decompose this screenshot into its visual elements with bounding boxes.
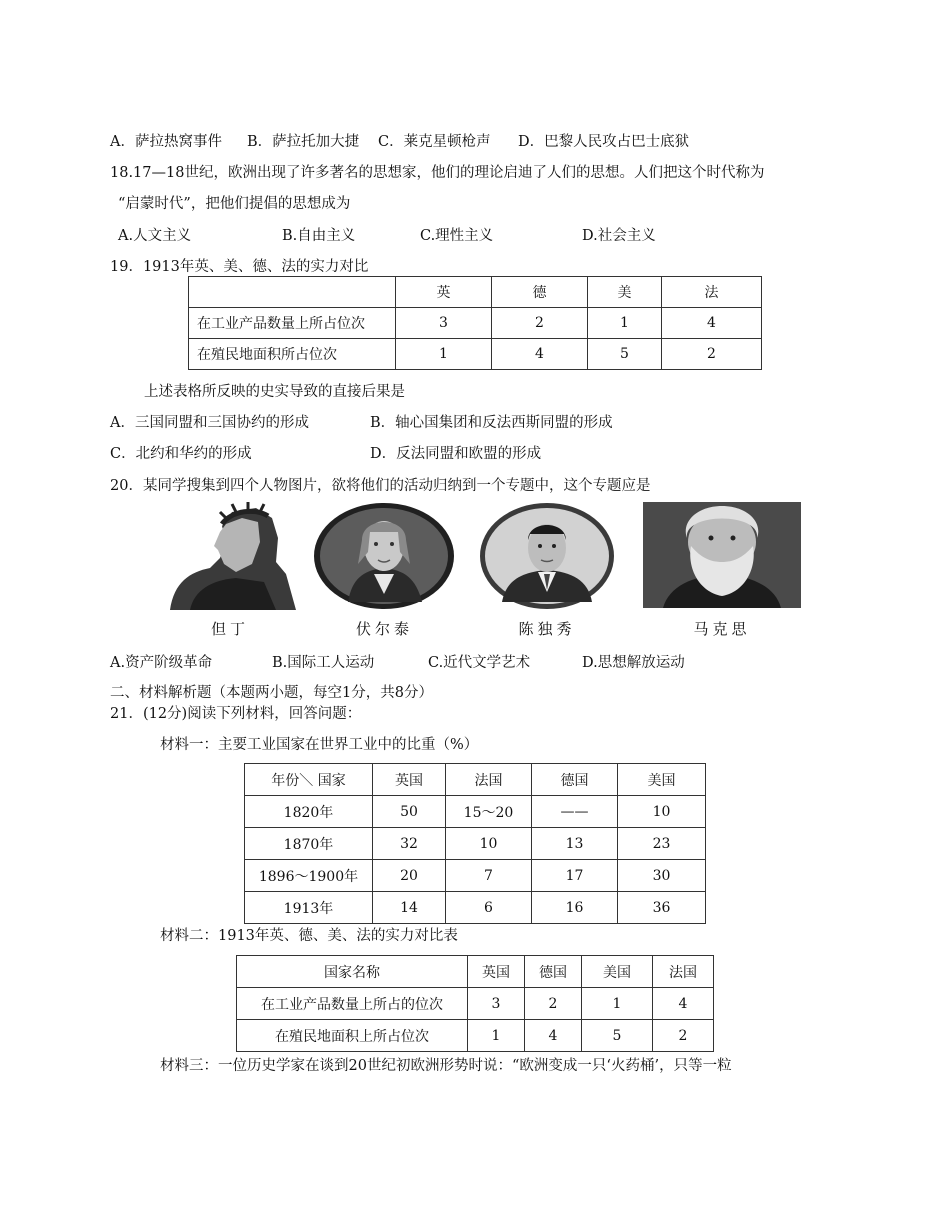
table-cell: 2: [525, 988, 582, 1020]
table-cell: 6: [446, 892, 532, 924]
table-row: [189, 339, 762, 370]
table-cell: 5: [582, 1020, 653, 1052]
table-cell: 3: [468, 988, 525, 1020]
table-cell: 13: [532, 828, 618, 860]
q17-option-d: D．巴黎人民攻占巴士底狱: [518, 134, 690, 150]
q19-option-b: B．轴心国集团和反法西斯同盟的形成: [370, 415, 613, 431]
table-cell: 1870年: [245, 828, 373, 860]
material3-text: 材料三：一位历史学家在谈到20世纪初欧洲形势时说：“欧洲变成一只‘火药桶’，只等一粒: [160, 1058, 732, 1074]
table-row: [189, 308, 762, 339]
table-cell: 15～20: [446, 796, 532, 828]
table-row: [245, 860, 706, 892]
table-cell: 4: [525, 1020, 582, 1052]
caption-marx: 马克思: [693, 620, 751, 638]
caption-voltaire: 伏尔泰: [355, 620, 413, 638]
table-header-row: [245, 764, 706, 796]
q19-option-a: A．三国同盟和三国协约的形成: [110, 415, 309, 431]
table-cell: 1: [588, 308, 662, 339]
table-cell: 1913年: [245, 892, 373, 924]
q19-stem: 19．1913年英、美、德、法的实力对比: [110, 259, 369, 275]
table-cell: 4: [492, 339, 588, 370]
q19-option-c: C．北约和华约的形成: [110, 446, 252, 462]
material1-table: [244, 763, 706, 924]
table-cell: 14: [373, 892, 446, 924]
table-cell: 17: [532, 860, 618, 892]
q20-option-c: C.近代文学艺术: [428, 655, 531, 671]
table-header-cell: 美国: [582, 956, 653, 988]
table-cell: 36: [618, 892, 706, 924]
table-cell: 4: [662, 308, 762, 339]
table-cell: 20: [373, 860, 446, 892]
material1-title: 材料一：主要工业国家在世界工业中的比重（%）: [160, 737, 479, 753]
section2-title: 二、材料解析题（本题两小题，每空1分，共8分）: [110, 685, 433, 701]
table-cell: 7: [446, 860, 532, 892]
q18-option-c: C.理性主义: [420, 228, 494, 244]
table-header-cell: 德国: [532, 764, 618, 796]
table-cell: 30: [618, 860, 706, 892]
table-cell: 1: [396, 339, 492, 370]
table-cell: 16: [532, 892, 618, 924]
q18-option-a: A.人文主义: [118, 228, 192, 244]
table-cell: 50: [373, 796, 446, 828]
table-header-cell: 德: [492, 277, 588, 308]
table-header-cell: 法国: [653, 956, 714, 988]
table-header-cell: 英国: [373, 764, 446, 796]
q20-option-b: B.国际工人运动: [272, 655, 375, 671]
q19-table: [188, 276, 762, 370]
table-header-cell: 法: [662, 277, 762, 308]
q19-question: 上述表格所反映的史实导致的直接后果是: [144, 384, 405, 400]
table-header-cell: 年份＼ 国家: [245, 764, 373, 796]
table-cell: 在殖民地面积上所占位次: [237, 1020, 468, 1052]
table-header-cell: 国家名称: [237, 956, 468, 988]
table-row: [237, 988, 714, 1020]
table-cell: 32: [373, 828, 446, 860]
table-cell: 1820年: [245, 796, 373, 828]
portrait-voltaire: [312, 502, 457, 610]
q20-option-a: A.资产阶级革命: [110, 655, 213, 671]
table-header-cell: 法国: [446, 764, 532, 796]
material2-title: 材料二：1913年英、德、美、法的实力对比表: [160, 928, 458, 944]
table-header-cell: 美国: [618, 764, 706, 796]
table-cell: 3: [396, 308, 492, 339]
portrait-chen-duxiu: [478, 502, 616, 610]
table-cell: 在殖民地面积所占位次: [189, 339, 396, 370]
table-header-cell: 美: [588, 277, 662, 308]
q20-option-d: D.思想解放运动: [582, 655, 685, 671]
table-cell: 1: [582, 988, 653, 1020]
table-cell: 在工业产品数量上所占的位次: [237, 988, 468, 1020]
q18-option-b: B.自由主义: [282, 228, 356, 244]
table-cell: 4: [653, 988, 714, 1020]
table-cell: 2: [492, 308, 588, 339]
table-cell: 23: [618, 828, 706, 860]
table-header-row: [189, 277, 762, 308]
material2-table: [236, 955, 714, 1052]
table-row: [245, 828, 706, 860]
portrait-dante: [160, 502, 300, 610]
table-cell: 1896～1900年: [245, 860, 373, 892]
table-cell: 5: [588, 339, 662, 370]
q17-option-a: A．萨拉热窝事件: [110, 134, 222, 150]
table-cell: ——: [532, 796, 618, 828]
table-header-row: [237, 956, 714, 988]
table-row: [245, 892, 706, 924]
caption-chen-duxiu: 陈独秀: [518, 620, 576, 638]
q17-option-b: B．萨拉托加大捷: [247, 134, 360, 150]
q17-option-c: C．莱克星顿枪声: [378, 134, 491, 150]
table-header-cell: 英: [396, 277, 492, 308]
q18-stem-line2: “启蒙时代”，把他们提倡的思想成为: [118, 196, 351, 212]
q19-option-d: D．反法同盟和欧盟的形成: [370, 446, 542, 462]
table-row: [237, 1020, 714, 1052]
portrait-marx: [643, 502, 801, 608]
table-header-cell: [189, 277, 396, 308]
table-cell: 在工业产品数量上所占位次: [189, 308, 396, 339]
table-header-cell: 英国: [468, 956, 525, 988]
table-cell: 2: [653, 1020, 714, 1052]
q20-stem: 20．某同学搜集到四个人物图片，欲将他们的活动归纳到一个专题中，这个专题应是: [110, 478, 651, 494]
q18-option-d: D.社会主义: [582, 228, 656, 244]
table-row: [245, 796, 706, 828]
table-cell: 10: [446, 828, 532, 860]
table-header-cell: 德国: [525, 956, 582, 988]
caption-dante: 但丁: [210, 620, 249, 638]
q18-stem-line1: 18.17—18世纪，欧洲出现了许多著名的思想家，他们的理论启迪了人们的思想。人们把这个时代称为: [110, 165, 765, 181]
table-cell: 2: [662, 339, 762, 370]
table-cell: 10: [618, 796, 706, 828]
q21-stem: 21．(12分)阅读下列材料，回答问题：: [110, 706, 362, 722]
table-cell: 1: [468, 1020, 525, 1052]
